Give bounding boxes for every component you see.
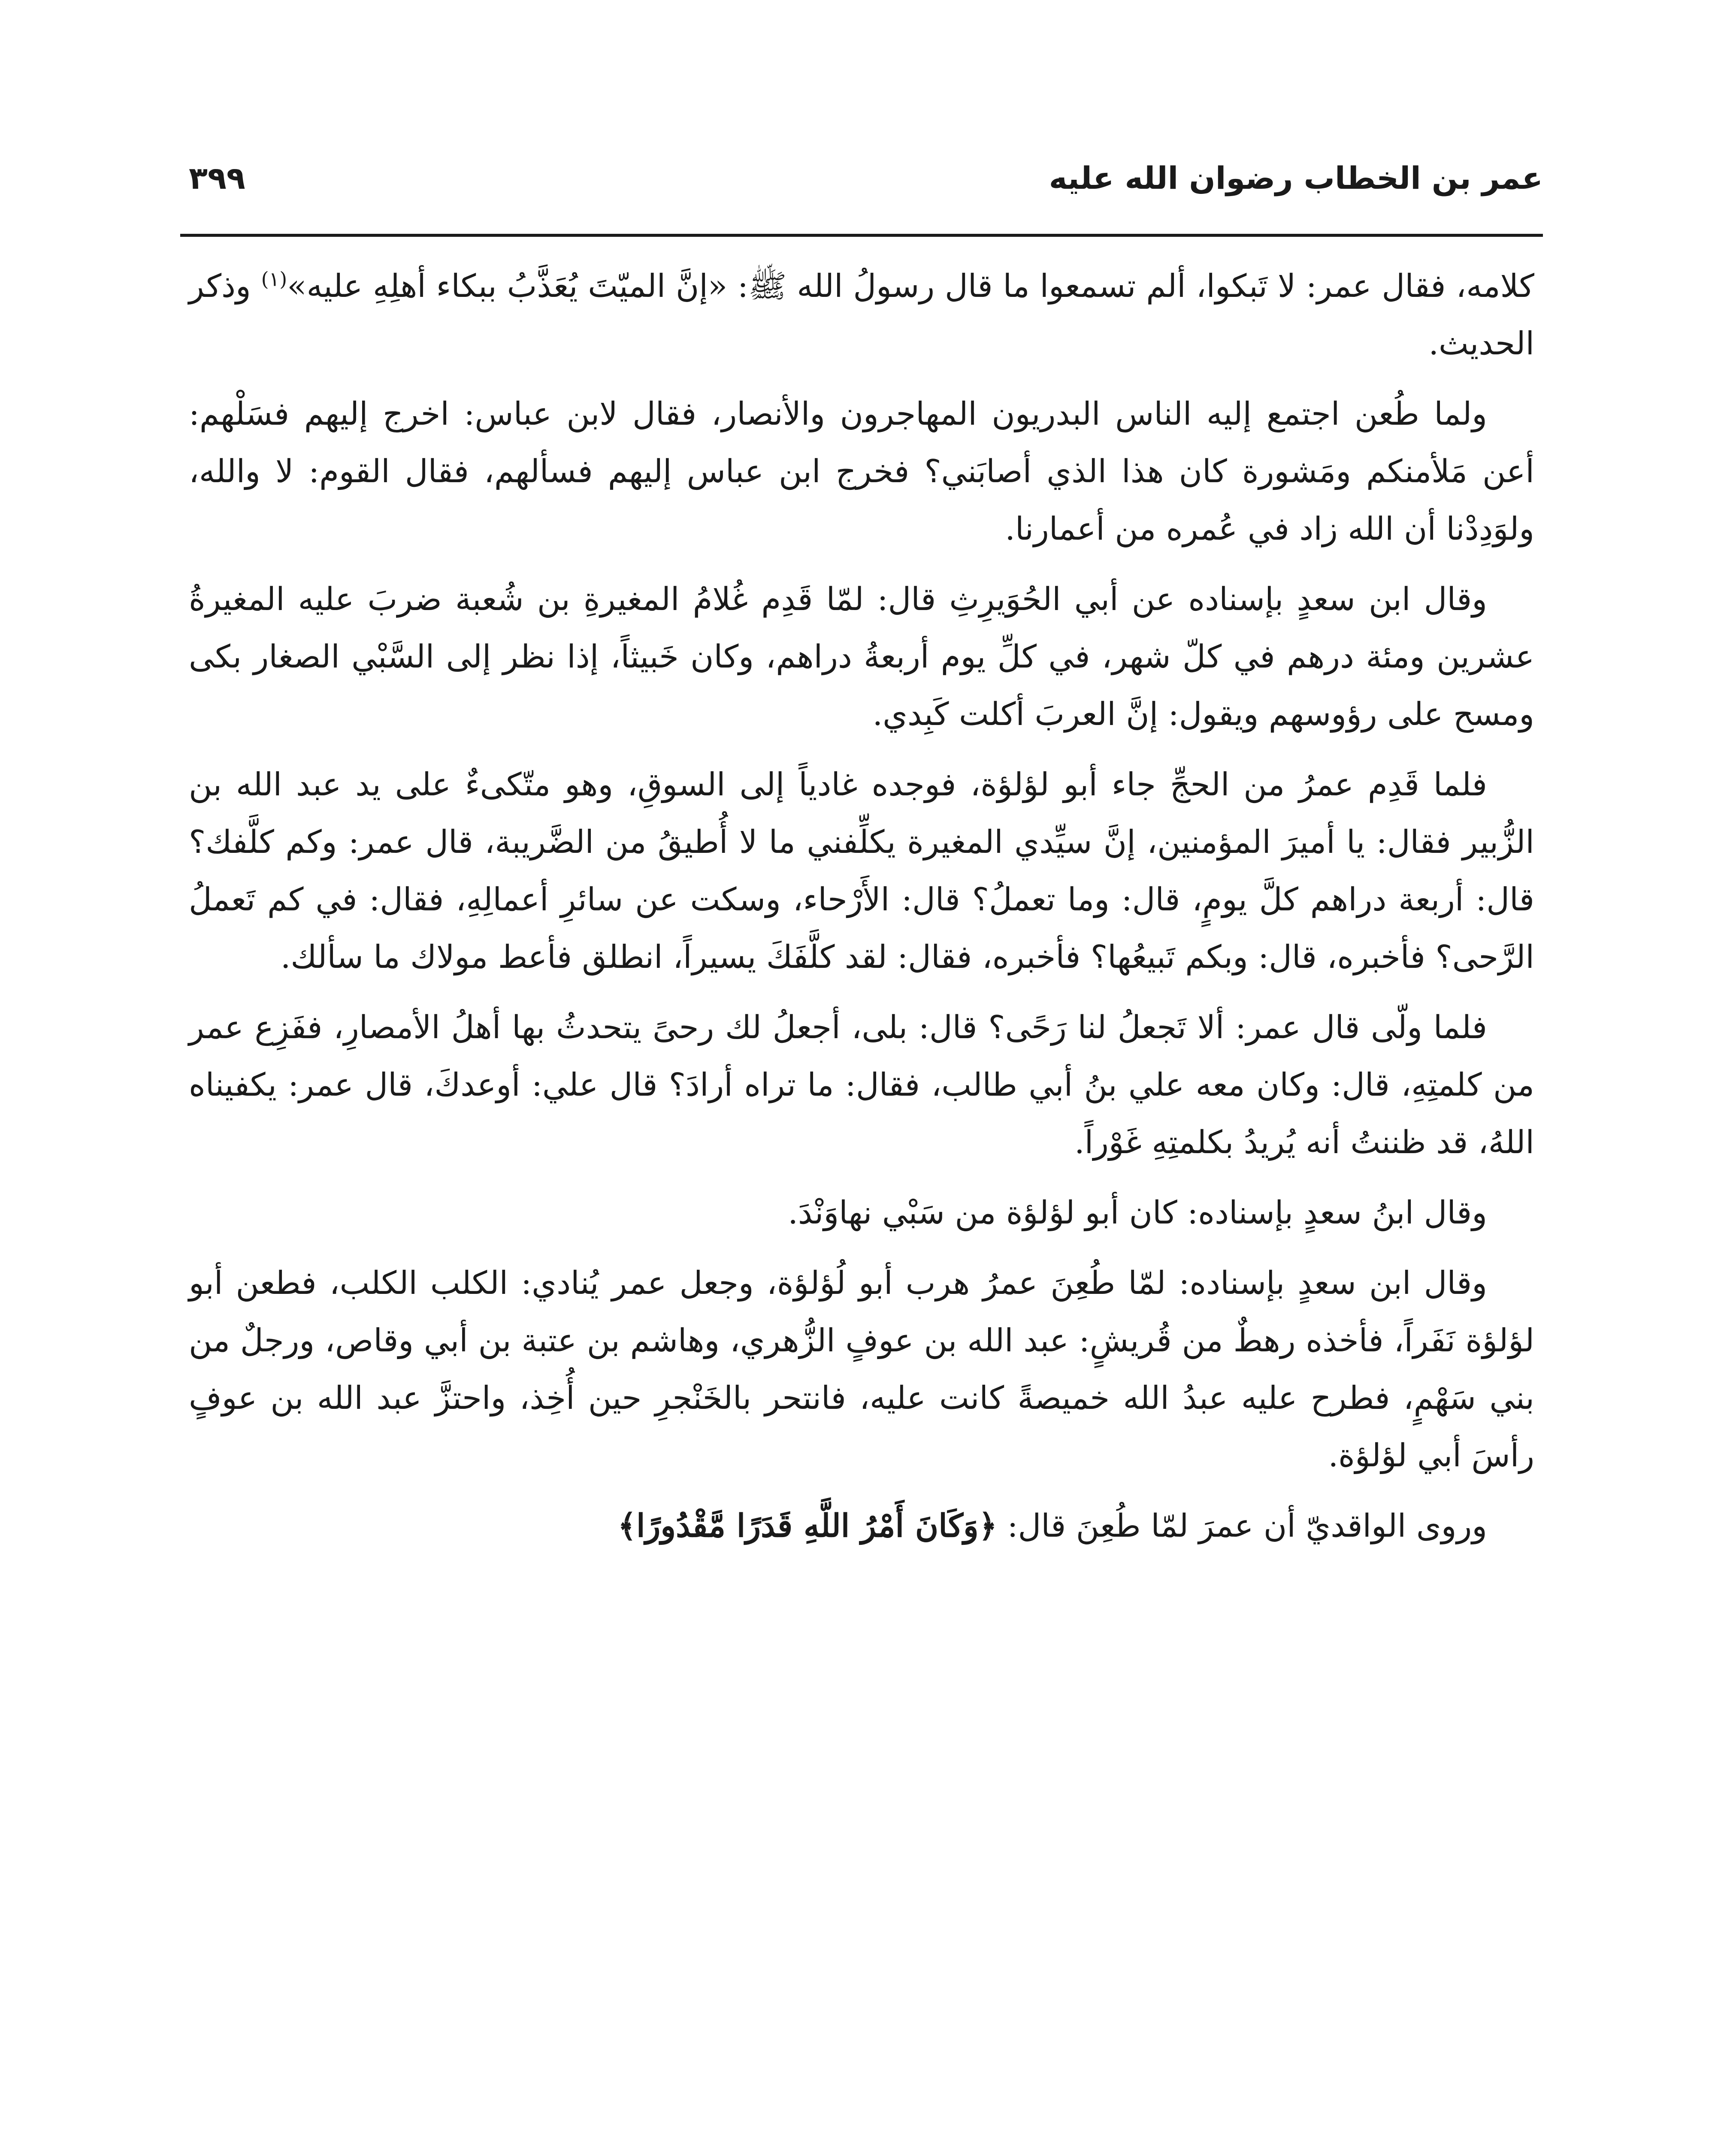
page-header [180, 142, 1543, 206]
paragraph-6: وقال ابنُ سعدٍ بإسناده: كان أبو لؤلؤة من سَبْي نهاوَنْدَ. [788, 1194, 1487, 1231]
paragraph-3: وقال ابن سعدٍ بإسناده عن أبي الحُوَيرِثِ قال: لمّا قَدِم غُلامُ المغيرةِ بن شُعبة ضربَ عليه المغيرةُ عشرين ومئة درهم في كلّ شهر، في كلِّ يوم أربعةُ دراهم، وكان خَبيثاً، إذا نظر إلى السَّبْي الصغار بكى ومسح على رؤوسهم ويقول: إنَّ العربَ أكلت كَبِدي. [189, 581, 1534, 733]
main-text [189, 257, 1534, 1568]
paragraph-8 [189, 1497, 1534, 1555]
paragraph-1-text: كلامه، فقال عمر: لا تَبكوا، ألم تسمعوا ما قال رسولُ الله ﷺ: «إنَّ الميّتَ يُعَذَّبُ ببكاء أهلِهِ عليه» [287, 268, 1534, 305]
page-number: ٣٩٩ [189, 160, 245, 196]
header-rule [180, 234, 1543, 237]
footnote-reference: (١) [261, 267, 287, 291]
paragraph-8-text: وروى الواقديّ أن عمرَ لمّا طُعِنَ قال: [1007, 1508, 1487, 1544]
paragraph-4: فلما قَدِم عمرُ من الحجِّ جاء أبو لؤلؤة، فوجده غادياً إلى السوقِ، وهو متّكىءٌ على يد عبد الله بن الزُّبير فقال: يا أميرَ المؤمنين، إنَّ سيِّدي المغيرة يكلِّفني ما لا أُطيقُ من الضَّريبة، قال عمر: وكم كلَّفك؟ قال: أربعة دراهم كلَّ يومٍ، قال: وما تعملُ؟ قال: الأَرْحاء، وسكت عن سائرِ أعمالِهِ، فقال: في كم تَعملُ الرَّحى؟ فأخبره، قال: وبكم تَبيعُها؟ فأخبره، فقال: لقد كلَّفَكَ يسيراً، انطلق فأعط مولاك ما سألك. [189, 766, 1534, 976]
paragraph-1 [189, 257, 1534, 372]
paragraph-5: فلما ولّى قال عمر: ألا تَجعلُ لنا رَحًى؟ قال: بلى، أجعلُ لك رحىً يتحدثُ بها أهلُ الأمصارِ، ففَزِع عمر من كلمتِهِ، قال: وكان معه علي بنُ أبي طالب، فقال: ما تراه أرادَ؟ قال علي: أوعدكَ، قال عمر: يكفيناه اللهُ، قد ظننتُ أنه يُريدُ بكلمتِهِ غَوْراً. [189, 1009, 1534, 1161]
paragraph-7: وقال ابن سعدٍ بإسناده: لمّا طُعِنَ عمرُ هرب أبو لُؤلؤة، وجعل عمر يُنادي: الكلب الكلب، فطعن أبو لؤلؤة نَفَراً، فأخذه رهطٌ من قُريشٍ: عبد الله بن عوفٍ الزُّهري، وهاشم بن عتبة بن أبي وقاص، ورجلٌ من بني سَهْمٍ، فطرح عليه عبدُ الله خميصةً كانت عليه، فانتحر بالخَنْجرِ حين أُخِذ، واحتزَّ عبد الله بن عوفٍ رأسَ أبي لؤلؤة. [189, 1265, 1534, 1474]
paragraph-1-tail: وذكر الحديث. [189, 268, 1534, 362]
running-title: عمر بن الخطاب رضوان الله عليه [1049, 160, 1543, 196]
quran-verse: ﴿وَكَانَ أَمْرُ اللَّهِ قَدَرًا مَّقْدُورًا﴾ [617, 1508, 998, 1544]
paragraph-2: ولما طُعن اجتمع إليه الناس البدريون المهاجرون والأنصار، فقال لابن عباس: اخرج إليهم فسَلْهم: أعن مَلأمنكم ومَشورة كان هذا الذي أصابَني؟ فخرج ابن عباس إليهم فسألهم، فقال القوم: لا والله، ولوَدِدْنا أن الله زاد في عُمره من أعمارنا. [189, 396, 1534, 547]
